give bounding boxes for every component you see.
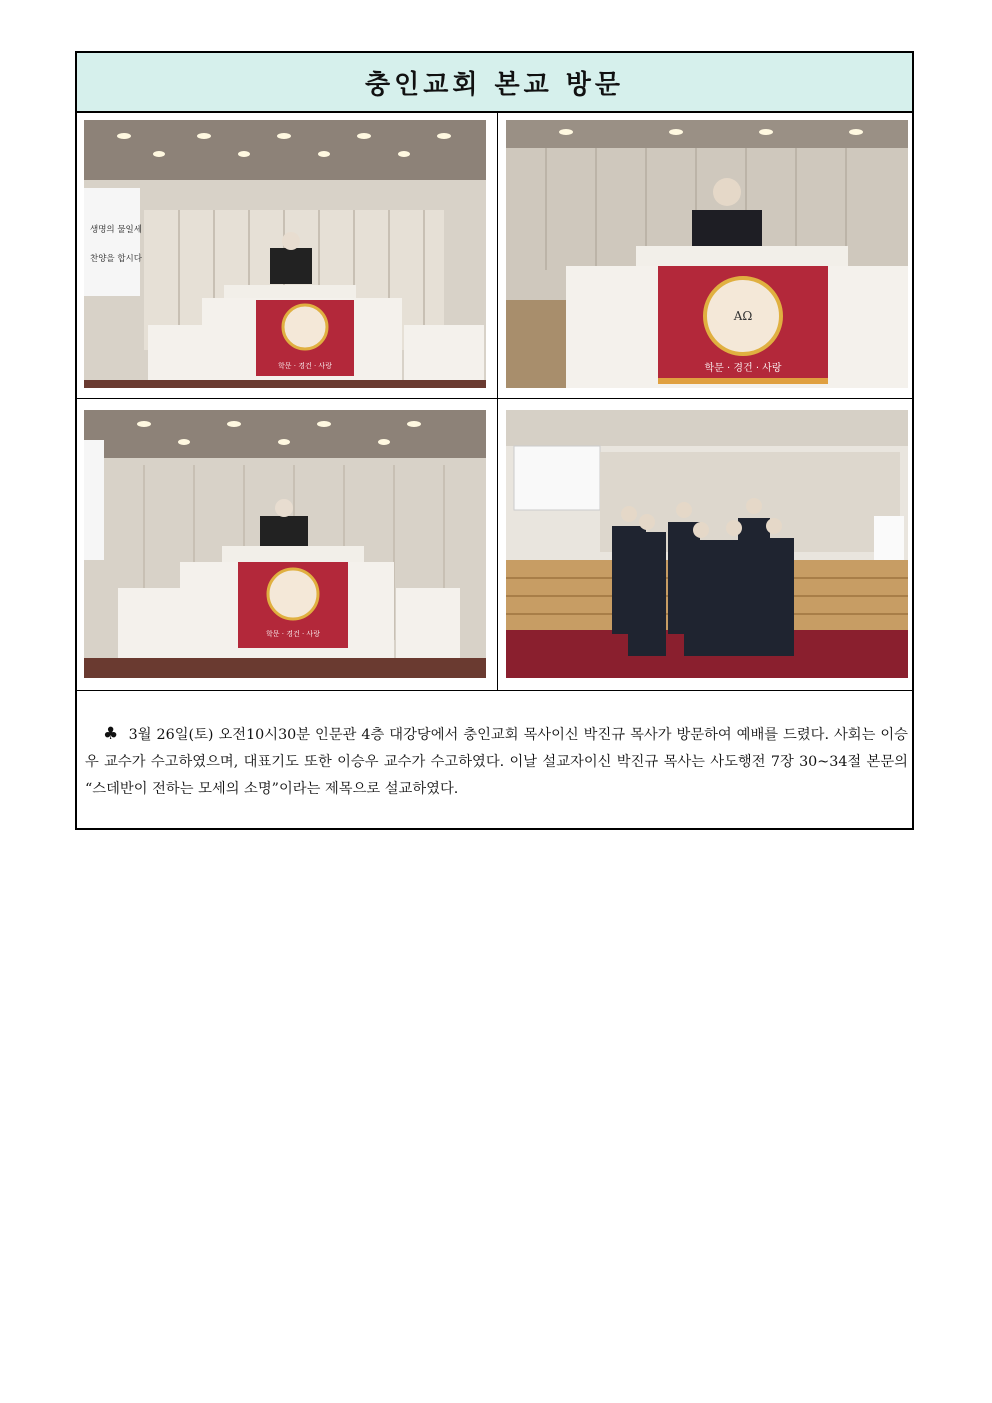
- caption-divider: [77, 690, 912, 691]
- banner-motto: 학문 · 경건 · 사랑: [278, 362, 332, 370]
- caption-text: 3월 26일(토) 오전10시30분 인문관 4층 대강당에서 충인교회 목사이신 박진규 목사가 방문하여 예배를 드렸다. 사회는 이승우 교수가 수고하였으며, 대표기도 또한 이승우 교수가 수고하였다. 이날 설교자이신 박진규 목사는 사도행전 7장 30~34절 본문의 “스데반이 전하는 모세의 소명”이라는 제목으로 설교하였다.: [85, 727, 908, 797]
- document-frame: [75, 51, 914, 830]
- photo-podium-closeup: [506, 120, 908, 388]
- banner-motto: 학문 · 경건 · 사랑: [704, 363, 782, 374]
- screen-lyric-2: 찬양을 합시다: [90, 254, 142, 264]
- photo-group: [506, 410, 908, 678]
- club-bullet-icon: ♣: [103, 724, 119, 744]
- photo-worship-speaker: [84, 120, 486, 388]
- svg-text:ΑΩ: ΑΩ: [733, 309, 753, 323]
- page-title: 충인교회 본교 방문: [364, 69, 625, 100]
- caption-paragraph: [85, 721, 908, 803]
- column-divider: [497, 111, 498, 691]
- banner-motto: 학문 · 경건 · 사랑: [266, 630, 320, 638]
- row-divider: [77, 398, 912, 399]
- photo-benediction: [84, 410, 486, 678]
- title-bar: [77, 53, 912, 113]
- screen-lyric-1: 생명의 물일세: [90, 225, 142, 235]
